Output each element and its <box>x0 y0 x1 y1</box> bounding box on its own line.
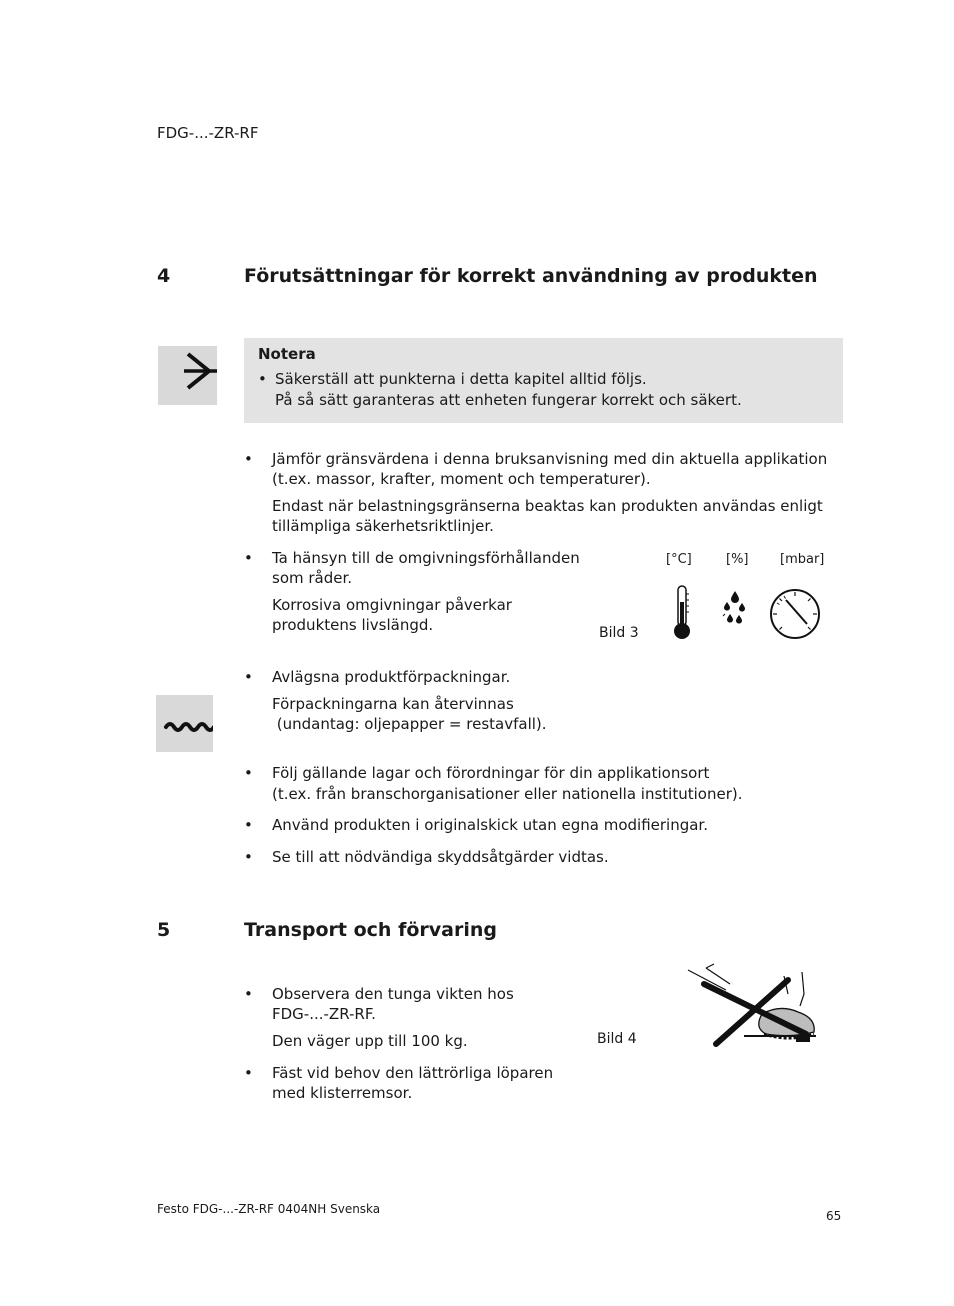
bullet: • <box>244 549 253 567</box>
item-2-sub-2: produktens livslängd. <box>272 616 434 634</box>
section-5-title: Transport och förvaring <box>244 919 497 941</box>
environment-icon-box <box>156 695 213 752</box>
bullet: • <box>244 985 253 1003</box>
item-3-sub-2: (undantag: oljepapper = restavfall). <box>272 715 547 733</box>
document-id: FDG-...-ZR-RF <box>157 124 259 142</box>
item-6-line-1: Se till att nödvändiga skyddsåtgärder vidtas. <box>272 848 609 866</box>
section-4-title: Förutsättningar för korrekt användning av produkten <box>244 265 818 287</box>
item-1-sub-2: tillämpliga säkerhetsriktlinjer. <box>272 517 494 535</box>
note-line-2: På så sätt garanteras att enheten fungerar korrekt och säkert. <box>275 391 742 409</box>
item-1-sub-1: Endast när belastningsgränserna beaktas kan produkten användas enligt <box>272 497 823 515</box>
item-2-sub-1: Korrosiva omgivningar påverkar <box>272 596 512 614</box>
bullet: • <box>244 1064 253 1082</box>
note-icon-box <box>158 346 217 405</box>
bullet: • <box>244 764 253 782</box>
thermometer-icon <box>668 584 696 642</box>
item-2-line-2: som råder. <box>272 569 353 587</box>
note-title: Notera <box>258 345 316 363</box>
item-4-line-1: Följ gällande lagar och förordningar för din applikationsort <box>272 764 710 782</box>
arrow-right-icon <box>158 346 217 405</box>
item-2-line-1: Ta hänsyn till de omgivningsförhållanden <box>272 549 580 567</box>
unit-temperature-label: [°C] <box>666 552 692 567</box>
page-number: 65 <box>826 1209 842 1223</box>
note-bullet: • <box>258 370 267 388</box>
figure-4-caption: Bild 4 <box>597 1031 637 1047</box>
footer-document-info: Festo FDG-...-ZR-RF 0404NH Svenska <box>157 1202 381 1216</box>
s5-item-2-line-2: med klisterremsor. <box>272 1084 413 1102</box>
figure-3-caption: Bild 3 <box>599 625 639 641</box>
s5-item-1-sub-1: Den väger upp till 100 kg. <box>272 1032 468 1050</box>
item-5-line-1: Använd produkten i originalskick utan egna modifieringar. <box>272 816 708 834</box>
s5-item-1-line-2: FDG-...-ZR-RF. <box>272 1005 376 1023</box>
s5-item-1-line-1: Observera den tunga vikten hos <box>272 985 514 1003</box>
item-1-line-1: Jämför gränsvärdena i denna bruksanvisning med din aktuella applikation <box>272 450 828 468</box>
water-drops-icon <box>720 590 748 626</box>
unit-pressure-label: [mbar] <box>780 552 825 567</box>
item-1-line-2: (t.ex. massor, krafter, moment och temperaturer). <box>272 470 651 488</box>
item-3-line-1: Avlägsna produktförpackningar. <box>272 668 511 686</box>
unit-humidity-label: [%] <box>726 552 749 567</box>
s5-item-2-line-1: Fäst vid behov den lättrörliga löparen <box>272 1064 554 1082</box>
bullet: • <box>244 668 253 686</box>
note-line-1: Säkerställ att punkterna i detta kapitel alltid följs. <box>275 370 647 388</box>
bullet: • <box>244 450 253 468</box>
gauge-icon <box>769 588 821 640</box>
bullet: • <box>244 816 253 834</box>
section-4-number: 4 <box>157 265 171 287</box>
crossed-out-foot-on-cart-icon <box>684 962 824 1052</box>
item-3-sub-1: Förpackningarna kan återvinnas <box>272 695 514 713</box>
section-5-number: 5 <box>157 919 171 941</box>
bullet: • <box>244 848 253 866</box>
recycling-wave-icon <box>156 695 213 752</box>
item-4-line-2: (t.ex. från branschorganisationer eller nationella institutioner). <box>272 785 743 803</box>
note-box <box>244 338 843 423</box>
